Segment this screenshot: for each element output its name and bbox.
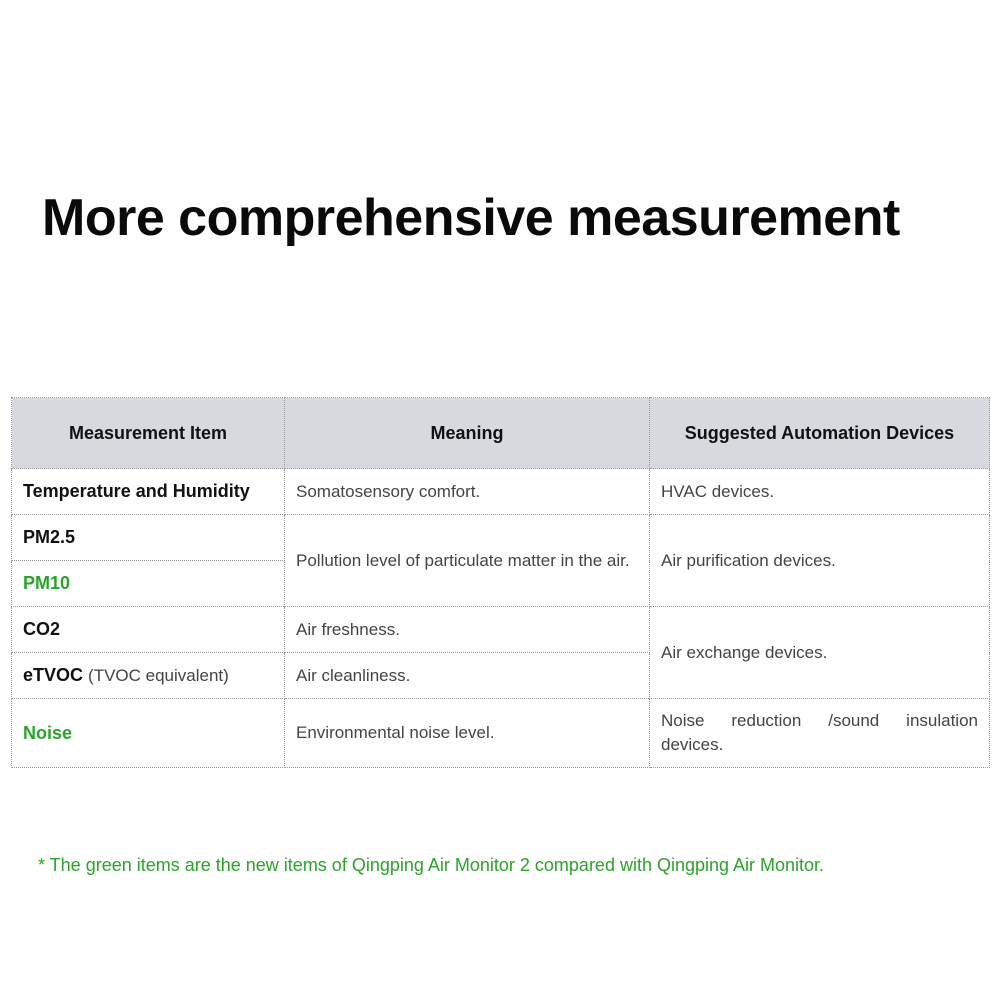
item-co2: CO2 [12,607,285,653]
measurement-table [11,397,990,768]
item-pm25: PM2.5 [12,515,285,561]
page-title: More comprehensive measurement [42,189,900,247]
item-temperature-humidity: Temperature and Humidity [12,469,285,515]
item-noise: Noise [12,699,285,768]
header-meaning: Meaning [285,398,650,469]
devices-cell: Air purification devices. [650,515,990,607]
devices-cell: Air exchange devices. [650,607,990,699]
footnote: * The green items are the new items of Qingping Air Monitor 2 compared with Qingping Air Monitor. [38,855,825,875]
item-pm10: PM10 [12,561,285,607]
item-etvoc [12,653,285,699]
header-suggested-devices: Suggested Automation Devices [650,398,990,469]
meaning-cell: Air cleanliness. [285,653,650,699]
table-row [12,607,990,653]
table-header-row [12,398,990,469]
measurement-table-container [11,397,989,768]
header-measurement-item: Measurement Item [12,398,285,469]
item-etvoc-note: (TVOC equivalent) [88,666,229,685]
meaning-cell: Environmental noise level. [285,699,650,768]
meaning-cell: Air freshness. [285,607,650,653]
devices-cell: HVAC devices. [650,469,990,515]
item-etvoc-label: eTVOC [23,665,84,685]
meaning-cell: Somatosensory comfort. [285,469,650,515]
table-row [12,469,990,515]
table-row [12,699,990,768]
devices-cell: Noise reduction /sound insulation devices. [650,699,990,768]
meaning-cell: Pollution level of particulate matter in the air. [285,515,650,607]
table-row [12,515,990,561]
